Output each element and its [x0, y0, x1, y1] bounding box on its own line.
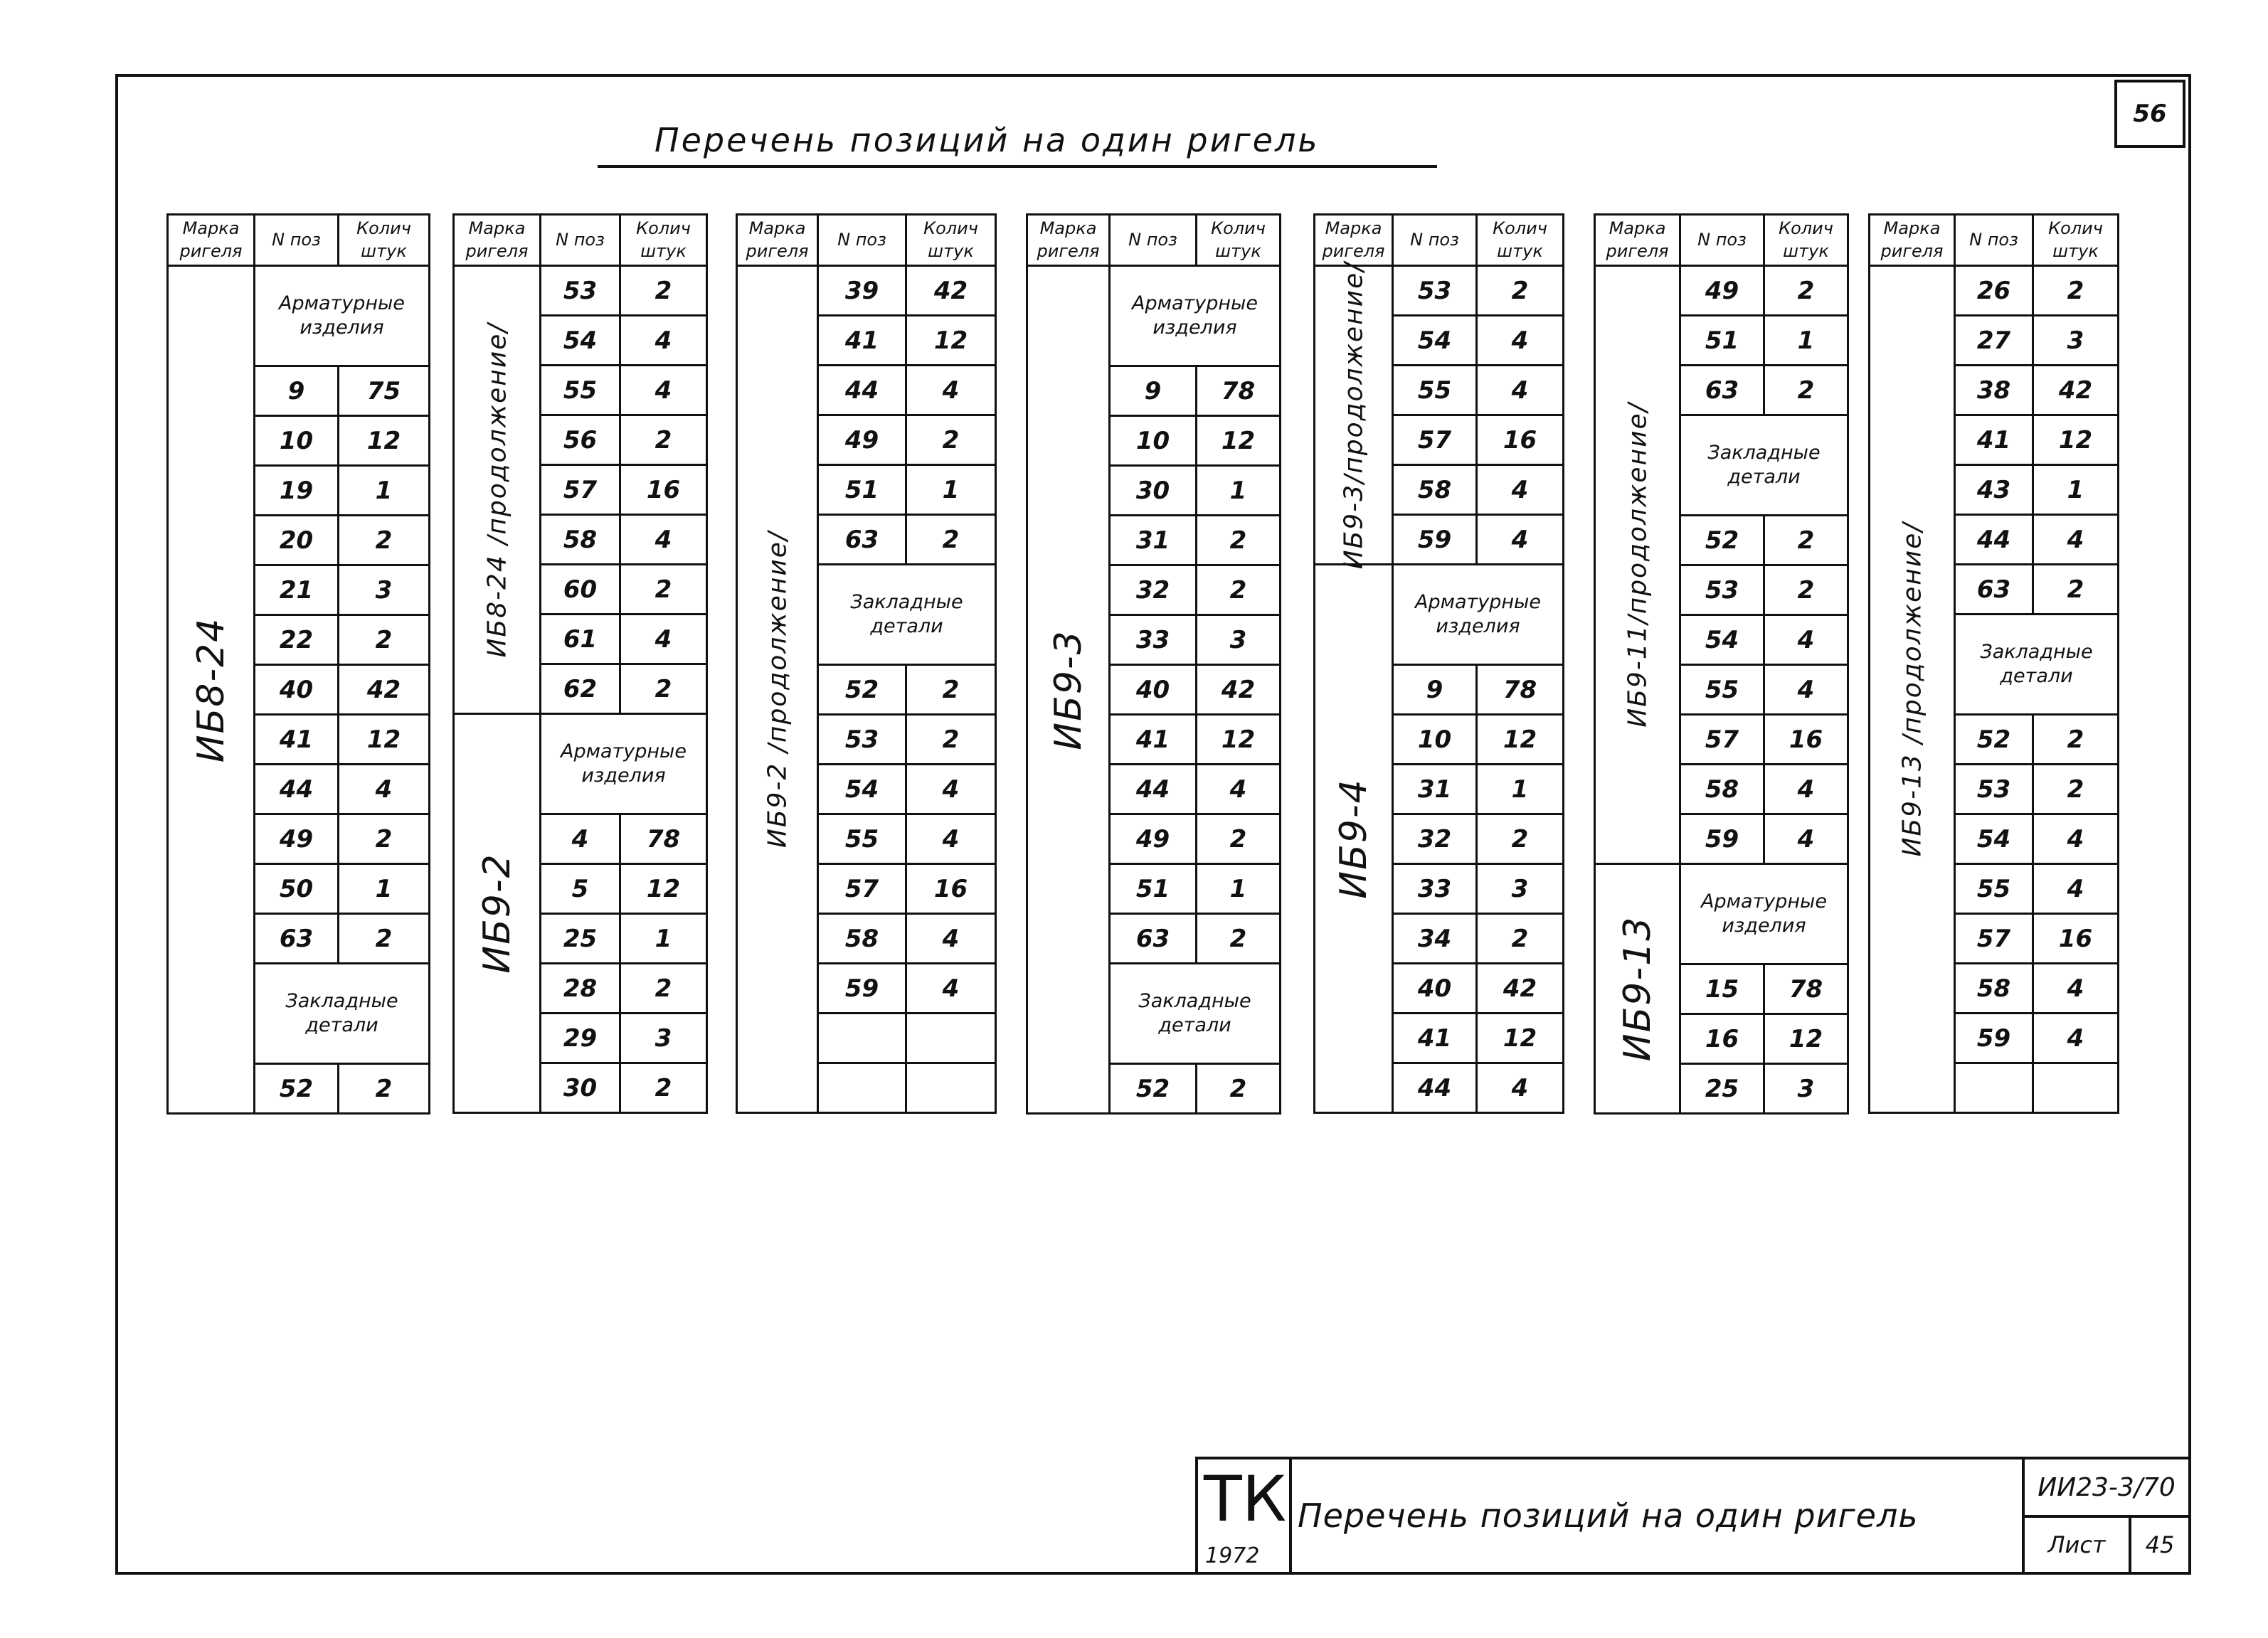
pos-cell: 30 [1110, 466, 1197, 516]
qty-cell: 2 [1477, 814, 1564, 864]
header-row [1870, 215, 2119, 266]
pos-cell: 55 [1393, 366, 1477, 415]
mark-cell [737, 266, 818, 1113]
qty-cell: 4 [1477, 366, 1564, 415]
qty-cell: 2 [1764, 565, 1848, 615]
qty-cell: 12 [620, 864, 707, 914]
qty-cell: 4 [2033, 864, 2119, 914]
qty-cell: 4 [1764, 665, 1848, 715]
mark-cell [1595, 266, 1680, 864]
pos-cell: 34 [1393, 914, 1477, 964]
qty-cell: 16 [620, 465, 707, 515]
qty-cell: 4 [1764, 814, 1848, 864]
header-qty: Колич штук [1197, 215, 1281, 266]
pos-cell [818, 1014, 906, 1063]
pos-cell: 54 [541, 316, 620, 366]
section-label: Арматурные изделия [541, 714, 707, 814]
section-label: Арматурные изделия [1680, 864, 1848, 964]
qty-cell: 4 [2033, 515, 2119, 565]
qty-cell: 4 [906, 765, 996, 814]
pos-cell: 52 [818, 665, 906, 715]
pos-cell: 62 [541, 664, 620, 714]
header-qty: Колич штук [2033, 215, 2119, 266]
header-row [1315, 215, 1564, 266]
pos-cell: 5 [541, 864, 620, 914]
qty-cell: 4 [620, 366, 707, 415]
qty-cell: 12 [1477, 715, 1564, 765]
pos-cell: 26 [1955, 266, 2033, 316]
header-qty: Колич штук [1764, 215, 1848, 266]
title-underline [598, 165, 1437, 168]
mark-cell [454, 714, 541, 1113]
list-label: Лист [2025, 1518, 2131, 1572]
header-row [168, 215, 430, 266]
position-table [452, 213, 708, 1114]
header-qty: Колич штук [339, 215, 430, 266]
mark-label: ИБ8-24 [189, 617, 233, 762]
pos-cell: 40 [1393, 964, 1477, 1014]
pos-cell: 32 [1393, 814, 1477, 864]
qty-cell: 4 [1477, 515, 1564, 565]
pos-cell: 41 [255, 715, 339, 765]
header-pos: N поз [541, 215, 620, 266]
pos-cell: 53 [1393, 266, 1477, 316]
qty-cell: 3 [2033, 316, 2119, 366]
qty-cell: 3 [1477, 864, 1564, 914]
pos-cell: 9 [255, 366, 339, 416]
pos-cell: 58 [818, 914, 906, 964]
pos-cell: 51 [818, 465, 906, 515]
qty-cell: 2 [1764, 516, 1848, 565]
position-table [736, 213, 997, 1114]
table-row [1315, 565, 1564, 665]
header-row [1027, 215, 1281, 266]
mark-cell [454, 266, 541, 714]
sheet-number: 56 [2114, 80, 2185, 148]
pos-cell: 33 [1393, 864, 1477, 914]
qty-cell: 42 [1477, 964, 1564, 1014]
qty-cell: 2 [620, 415, 707, 465]
qty-cell: 2 [1197, 565, 1281, 615]
pos-cell: 41 [1393, 1014, 1477, 1063]
pos-cell: 59 [1680, 814, 1764, 864]
pos-cell: 60 [541, 565, 620, 615]
qty-cell: 1 [339, 466, 430, 516]
mark-label: ИБ8-24 /продолжение/ [482, 321, 512, 658]
table-row [1595, 266, 1848, 316]
qty-cell: 2 [1197, 516, 1281, 565]
pos-cell: 31 [1393, 765, 1477, 814]
qty-cell: 16 [906, 864, 996, 914]
qty-cell: 1 [1764, 316, 1848, 366]
pos-cell: 15 [1680, 964, 1764, 1014]
header-row [1595, 215, 1848, 266]
qty-cell: 4 [906, 366, 996, 415]
qty-cell: 4 [620, 515, 707, 565]
section-label: Арматурные изделия [1110, 266, 1281, 366]
pos-cell: 59 [1393, 515, 1477, 565]
pos-cell: 63 [1680, 366, 1764, 415]
qty-cell: 1 [1197, 466, 1281, 516]
qty-cell: 2 [906, 415, 996, 465]
qty-cell: 4 [906, 964, 996, 1014]
header-pos: N поз [255, 215, 339, 266]
qty-cell: 2 [1197, 914, 1281, 964]
table-row [1027, 266, 1281, 366]
qty-cell: 2 [339, 914, 430, 964]
qty-cell: 4 [1764, 765, 1848, 814]
position-table [1868, 213, 2119, 1114]
pos-cell: 63 [1955, 565, 2033, 615]
qty-cell: 4 [1764, 615, 1848, 665]
qty-cell: 16 [1477, 415, 1564, 465]
list-box [2022, 1518, 2188, 1572]
qty-cell: 2 [339, 814, 430, 864]
pos-cell: 53 [1955, 765, 2033, 814]
qty-cell: 4 [339, 765, 430, 814]
pos-cell: 55 [1955, 864, 2033, 914]
qty-cell: 78 [1764, 964, 1848, 1014]
pos-cell: 19 [255, 466, 339, 516]
pos-cell: 55 [818, 814, 906, 864]
header-pos: N поз [818, 215, 906, 266]
position-table [1313, 213, 1564, 1114]
qty-cell: 2 [620, 266, 707, 316]
pos-cell: 44 [1110, 765, 1197, 814]
pos-cell: 41 [818, 316, 906, 366]
pos-cell: 52 [1110, 1064, 1197, 1114]
table-row [454, 714, 707, 814]
section-label: Арматурные изделия [255, 266, 430, 366]
mark-cell [1027, 266, 1110, 1114]
qty-cell: 2 [620, 565, 707, 615]
mark-cell [1870, 266, 1955, 1113]
pos-cell: 38 [1955, 366, 2033, 415]
qty-cell: 2 [906, 665, 996, 715]
qty-cell: 2 [620, 664, 707, 714]
pos-cell: 54 [1680, 615, 1764, 665]
header-pos: N поз [1955, 215, 2033, 266]
table-row [454, 266, 707, 316]
pos-cell: 57 [541, 465, 620, 515]
stamp-description: Перечень позиций на один ригель [1298, 1496, 1919, 1535]
pos-cell: 54 [818, 765, 906, 814]
qty-cell: 2 [339, 615, 430, 665]
qty-cell: 12 [1197, 416, 1281, 466]
header-pos: N поз [1393, 215, 1477, 266]
qty-cell: 78 [620, 814, 707, 864]
mark-label: ИБ9-3/продолжение/ [1339, 261, 1368, 569]
pos-cell: 56 [541, 415, 620, 465]
pos-cell: 30 [541, 1063, 620, 1113]
position-table [166, 213, 430, 1115]
pos-cell: 44 [1955, 515, 2033, 565]
position-table [1594, 213, 1849, 1115]
qty-cell: 1 [1197, 864, 1281, 914]
qty-cell: 2 [1477, 266, 1564, 316]
qty-cell: 1 [906, 465, 996, 515]
qty-cell: 12 [1477, 1014, 1564, 1063]
qty-cell: 2 [906, 515, 996, 565]
mark-label: ИБ9-11/продолжение/ [1623, 402, 1652, 728]
qty-cell: 1 [2033, 465, 2119, 515]
pos-cell: 22 [255, 615, 339, 665]
header-mark: Марка ригеля [1595, 215, 1680, 266]
section-label: Закладные детали [1680, 415, 1848, 516]
pos-cell: 9 [1110, 366, 1197, 416]
table-row [1315, 266, 1564, 316]
pos-cell: 25 [1680, 1064, 1764, 1114]
qty-cell: 4 [2033, 814, 2119, 864]
table-row [737, 266, 996, 316]
header-mark: Марка ригеля [737, 215, 818, 266]
pos-cell: 29 [541, 1014, 620, 1063]
mark-cell [168, 266, 255, 1114]
qty-cell: 2 [339, 1064, 430, 1114]
pos-cell: 49 [255, 814, 339, 864]
qty-cell: 12 [2033, 415, 2119, 465]
pos-cell: 40 [1110, 665, 1197, 715]
title-block [1195, 1457, 2191, 1575]
list-value: 45 [2145, 1531, 2175, 1558]
pos-cell: 4 [541, 814, 620, 864]
pos-cell: 16 [1680, 1014, 1764, 1064]
qty-cell: 12 [1764, 1014, 1848, 1064]
pos-cell: 58 [1680, 765, 1764, 814]
pos-cell: 52 [1680, 516, 1764, 565]
qty-cell: 2 [620, 964, 707, 1014]
pos-cell: 57 [1955, 914, 2033, 964]
qty-cell: 3 [1764, 1064, 1848, 1114]
pos-cell: 57 [1393, 415, 1477, 465]
pos-cell: 41 [1110, 715, 1197, 765]
pos-cell: 49 [818, 415, 906, 465]
qty-cell: 42 [2033, 366, 2119, 415]
qty-cell: 12 [339, 416, 430, 466]
qty-cell: 2 [2033, 715, 2119, 765]
mark-label: ИБ9-2 /продолжение/ [763, 530, 792, 849]
mark-cell [1315, 565, 1393, 1113]
qty-cell: 3 [620, 1014, 707, 1063]
mark-label: ИБ9-13 /продолжение/ [1897, 521, 1927, 857]
pos-cell: 43 [1955, 465, 2033, 515]
mark-cell [1595, 864, 1680, 1114]
qty-cell [906, 1014, 996, 1063]
org-box [1198, 1459, 1292, 1572]
pos-cell: 9 [1393, 665, 1477, 715]
qty-cell: 12 [339, 715, 430, 765]
pos-cell: 58 [541, 515, 620, 565]
qty-cell: 3 [339, 565, 430, 615]
section-label: Арматурные изделия [1393, 565, 1564, 665]
qty-cell: 3 [1197, 615, 1281, 665]
pos-cell [1955, 1063, 2033, 1113]
pos-cell: 63 [255, 914, 339, 964]
qty-cell: 2 [1197, 1064, 1281, 1114]
pos-cell: 57 [818, 864, 906, 914]
pos-cell: 58 [1393, 465, 1477, 515]
header-qty: Колич штук [906, 215, 996, 266]
pos-cell: 31 [1110, 516, 1197, 565]
header-mark: Марка ригеля [1315, 215, 1393, 266]
qty-cell: 2 [2033, 266, 2119, 316]
pos-cell: 33 [1110, 615, 1197, 665]
header-mark: Марка ригеля [454, 215, 541, 266]
header-pos: N поз [1110, 215, 1197, 266]
pos-cell: 41 [1955, 415, 2033, 465]
pos-cell: 61 [541, 615, 620, 664]
qty-cell: 1 [1477, 765, 1564, 814]
pos-cell: 63 [818, 515, 906, 565]
pos-cell: 58 [1955, 964, 2033, 1014]
header-mark: Марка ригеля [1870, 215, 1955, 266]
page-title: Перечень позиций на один ригель [655, 121, 1320, 159]
header-qty: Колич штук [620, 215, 707, 266]
qty-cell: 2 [2033, 565, 2119, 615]
qty-cell: 2 [1764, 266, 1848, 316]
header-mark: Марка ригеля [1027, 215, 1110, 266]
pos-cell: 10 [255, 416, 339, 466]
qty-cell: 4 [906, 814, 996, 864]
mark-label: ИБ9-3 [1046, 629, 1090, 750]
pos-cell: 21 [255, 565, 339, 615]
qty-cell: 2 [1764, 366, 1848, 415]
qty-cell: 4 [1477, 1063, 1564, 1113]
qty-cell: 2 [1477, 914, 1564, 964]
pos-cell: 55 [1680, 665, 1764, 715]
table-row [168, 266, 430, 366]
section-label: Закладные детали [255, 964, 430, 1064]
qty-cell: 4 [1477, 465, 1564, 515]
qty-cell: 75 [339, 366, 430, 416]
org-mark: ТК [1204, 1462, 1287, 1536]
qty-cell: 78 [1197, 366, 1281, 416]
pos-cell: 39 [818, 266, 906, 316]
pos-cell: 49 [1680, 266, 1764, 316]
qty-cell: 42 [1197, 665, 1281, 715]
pos-cell: 57 [1680, 715, 1764, 765]
pos-cell: 55 [541, 366, 620, 415]
section-label: Закладные детали [1955, 615, 2119, 715]
qty-cell: 4 [2033, 1014, 2119, 1063]
pos-cell: 53 [541, 266, 620, 316]
header-row [454, 215, 707, 266]
pos-cell: 27 [1955, 316, 2033, 366]
qty-cell: 12 [1197, 715, 1281, 765]
pos-cell: 54 [1393, 316, 1477, 366]
qty-cell: 2 [1197, 814, 1281, 864]
section-label: Закладные детали [1110, 964, 1281, 1064]
qty-cell: 78 [1477, 665, 1564, 715]
qty-cell: 4 [620, 316, 707, 366]
pos-cell: 52 [255, 1064, 339, 1114]
qty-cell: 4 [1477, 316, 1564, 366]
qty-cell: 2 [906, 715, 996, 765]
pos-cell: 44 [818, 366, 906, 415]
header-pos: N поз [1680, 215, 1764, 266]
qty-cell: 12 [906, 316, 996, 366]
pos-cell: 10 [1393, 715, 1477, 765]
qty-cell: 2 [2033, 765, 2119, 814]
pos-cell: 44 [255, 765, 339, 814]
qty-cell: 4 [620, 615, 707, 664]
pos-cell: 49 [1110, 814, 1197, 864]
document-code: ИИ23-3/70 [2022, 1459, 2188, 1518]
pos-cell: 54 [1955, 814, 2033, 864]
qty-cell: 2 [339, 516, 430, 565]
mark-label: ИБ9-4 [1332, 778, 1375, 899]
qty-cell [2033, 1063, 2119, 1113]
pos-cell: 51 [1110, 864, 1197, 914]
pos-cell: 51 [1680, 316, 1764, 366]
pos-cell: 44 [1393, 1063, 1477, 1113]
pos-cell: 20 [255, 516, 339, 565]
qty-cell: 4 [2033, 964, 2119, 1014]
section-label: Закладные детали [818, 565, 996, 665]
pos-cell: 40 [255, 665, 339, 715]
qty-cell: 2 [620, 1063, 707, 1113]
qty-cell: 42 [339, 665, 430, 715]
pos-cell: 50 [255, 864, 339, 914]
mark-cell [1315, 261, 1393, 569]
pos-cell: 25 [541, 914, 620, 964]
pos-cell: 52 [1955, 715, 2033, 765]
table-row [1870, 266, 2119, 316]
qty-cell: 4 [1197, 765, 1281, 814]
qty-cell: 1 [620, 914, 707, 964]
year: 1972 [1205, 1543, 1260, 1568]
qty-cell: 42 [906, 266, 996, 316]
pos-cell: 59 [1955, 1014, 2033, 1063]
header-qty: Колич штук [1477, 215, 1564, 266]
pos-cell: 10 [1110, 416, 1197, 466]
qty-cell [906, 1063, 996, 1113]
pos-cell: 32 [1110, 565, 1197, 615]
position-table [1026, 213, 1281, 1115]
pos-cell: 53 [818, 715, 906, 765]
header-row [737, 215, 996, 266]
pos-cell [818, 1063, 906, 1113]
mark-label: ИБ9-2 [475, 853, 519, 974]
pos-cell: 63 [1110, 914, 1197, 964]
qty-cell: 1 [339, 864, 430, 914]
qty-cell: 4 [906, 914, 996, 964]
pos-cell: 59 [818, 964, 906, 1014]
header-mark: Марка ригеля [168, 215, 255, 266]
mark-label: ИБ9-13 [1616, 915, 1659, 1062]
pos-cell: 28 [541, 964, 620, 1014]
qty-cell: 16 [2033, 914, 2119, 964]
table-row [1595, 864, 1848, 964]
pos-cell: 53 [1680, 565, 1764, 615]
qty-cell: 16 [1764, 715, 1848, 765]
